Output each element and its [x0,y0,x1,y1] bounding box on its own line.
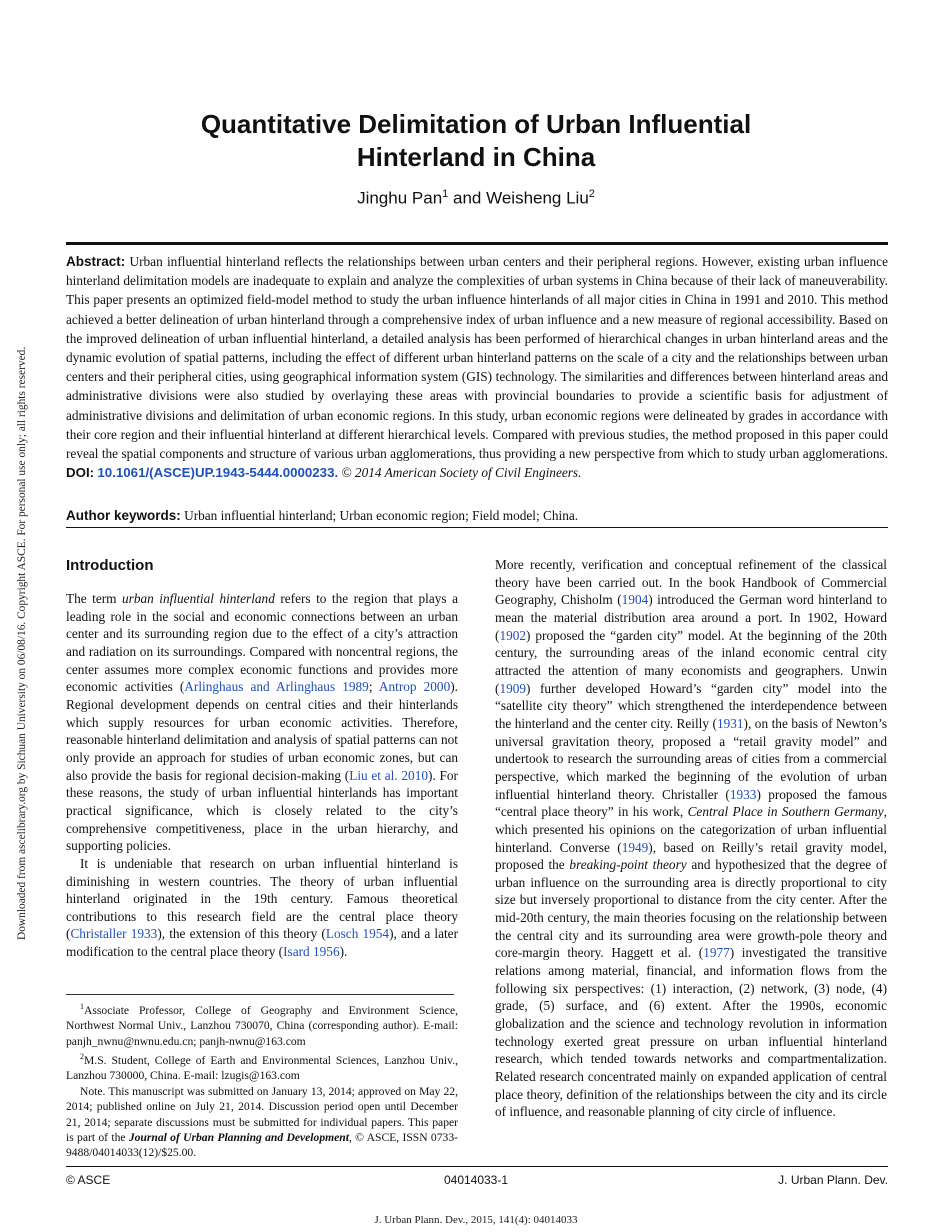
keywords-label: Author keywords: [66,508,181,523]
ref-isard-1956[interactable]: Isard 1956 [283,944,340,960]
ref-converse-1949[interactable]: 1949 [621,839,649,855]
intro-paragraph-3: More recently, verification and conceptual refinement of the classical theory have been carried out. In the book Handbook of Commercial Geography, Chisholm (1904) introduced the German word hinterland to mean the material distribution area around a port. In 1902, Howard (1902) proposed the “garden city” model. At the beginning of the 20th century, the surrounding areas of the inland economic central city attracted the attention of many economists and geographers. Unwin (1909) further developed Howard’s “garden city” model into the “satellite city theory” which strengthened the interdependence between the hinterland and the center city. Reilly (1931), on the basis of Newton’s universal gravitation theory, proposed a “retail gravity model” and undertook to research the surrounding areas of cities from a commercial perspective, which marked the beginning of the evolution of urban influential hinterland theory. Christaller (1933) proposed the famous “central place theory” in his work, Central Place in Southern Germany, which presented his opinions on the categorization of urban influential hinterland. Converse (1949), based on Reilly’s retail gravity model, proposed the breaking-point theory and hypothesized that the degree of urban influence on the surrounding area is directly proportional to city size but inversely proportional to distance from the city center. After the mid-20th century, the main theories focusing on the relationship between the central city and its surrounding area were growth-pole theory and core-margin theory. Haggett et al. (1977) investigated the transitive relations among material, financial, and information flows from the following six perspectives: (1) interaction, (2) network, (3) node, (4) grade, (5) surface, and (6) extent. After the 1990s, economic globalization and the science and technology revolution in information technology exerted great pressure on urban influential hinterland research, which tended towards networks and compartmentalization. Related research concentrated mainly on expanded application of central place theory, definition of the relationships between the city and its circle of influence, and reasonable planning of city circle of influence. [495,557,888,1120]
ref-losch-1954[interactable]: Losch 1954 [325,926,390,942]
ref-arlinghaus-1989[interactable]: Arlinghaus and Arlinghaus 1989 [184,679,369,695]
ref-unwin-1909[interactable]: 1909 [499,680,527,696]
footnote-1: $^1$Associate Professor, College of Geography and Environment Science, Northwest Normal Univ., Lanzhou 730070, China (corresponding author). E-mail: panjh_nwnu@nwnu.edu.cn; panjh-nwnu@163.com [66,1002,458,1048]
footnote-2: $^2$M.S. Student, College of Earth and Environmental Sciences, Lanzhou Univ., Lanzhou 730000, China. E-mail: lzugis@163.com [66,1052,458,1083]
term-breaking-point-theory: breaking-point theory [569,857,687,873]
abstract-top-rule [66,242,888,245]
paper-title [100,108,852,174]
title-line-2: Hinterland in China [356,142,596,172]
author-1: Jinghu Pan [357,188,443,208]
footer-page-id: 04014033-1 [443,1173,509,1187]
ref-antrop-2000[interactable]: Antrop 2000 [378,679,451,695]
citation-line: J. Urban Plann. Dev., 2015, 141(4): 04014033 [374,1214,578,1226]
ref-haggett-1977[interactable]: 1977 [703,945,730,961]
section-heading-introduction: Introduction [66,557,154,574]
ref-christaller-1933[interactable]: Christaller 1933 [70,926,158,942]
author-conjunction: and [448,188,487,208]
download-notice [4,40,28,940]
author-list [100,188,852,209]
ref-reilly-1931[interactable]: 1931 [716,715,744,731]
author-2-affil: 2 [588,188,595,200]
work-title-central-place: Central Place in Southern Germany [687,804,884,820]
title-line-1: Quantitative Delimitation of Urban Influential [200,109,752,139]
abstract [66,252,888,482]
abstract-text: Urban influential hinterland reflects the relationships between urban centers and their peripheral regions. However, existing urban influence hinterland delimitation models are inadequate to explain and analyze the complexities of urban systems in China because of their lack of maneuverability. This paper presents an optimized field-model method to study the urban influence hinterlands of all major cities in China in 1991 and 2010. This method achieved a better delineation of urban hinterland through a comprehensive index of urban influence and a new measure of regional accessibility. Based on the improved delineation of urban influential hinterland, a detailed analysis has been performed of hierarchical changes in urban hinterland areas and the dynamic evolution of spatial patterns, including the effect of different urban hinterland patterns on the scale of a city and the relationships between urban centers and their peripheral cities, using geographical information system (GIS) technology. The similarities and differences between hinterland areas and administrative divisions were also studied by overlaying these areas with provincial boundaries to provide a scientific basis for adjustment of administrative divisions and delimitation of urban economic regions. In this study, urban economic regions were delineated by grades in accordance with their core region and their influential hinterland at different hierarchical levels. Compared with previous studies, the method proposed in this paper could reveal the spatial components and structure of various urban agglomerations, thus providing a new perspective from which to study urban agglomerations. [66,254,888,462]
ref-liu-2010[interactable]: Liu et al. 2010 [349,767,429,783]
intro-paragraph-2: It is undeniable that research on urban influential hinterland is diminishing in western countries. The theory of urban influential hinterland originated in the 19th century. Famous theoretical contributions to this research field are the central place theory (Christaller 1933), the extension of this theory (Losch 1954), and a later modification to the central place theory (Isard 1956). [66,855,459,960]
footnote-rule [66,994,454,995]
doi-link[interactable]: 10.1061/(ASCE)UP.1943-5444.0000233. [97,465,339,481]
doi-label: DOI: [66,465,95,481]
term-urban-influential-hinterland: urban influential hinterland [122,591,275,606]
ref-chisholm-1904[interactable]: 1904 [621,592,649,608]
manuscript-note: Note. This manuscript was submitted on January 13, 2014; approved on May 22, 2014; published online on July 21, 2014. Discussion period open until December 21, 2014; separate discussions must be submitted for individual papers. This paper is part of the Journal of Urban Planning and Development, © ASCE, ISSN 0733-9488/04014033(12)/$25.00. [66,1084,458,1160]
author-1-affil: 1 [442,188,449,200]
author-2: Weisheng Liu [486,188,589,208]
footer-rule [66,1166,888,1167]
intro-paragraph-1: The term urban influential hinterland refers to the region that plays a leading role in the social and economic connections between an urban center and its surrounding region due to the effect of a city’s attraction and radiation on its surroundings. Compared with noncentral regions, the center assumes more complex economic functions and provides more economic activities (Arlinghaus and Arlinghaus 1989; Antrop 2000). Regional development depends on central cities and their hinterlands which supply resources for urban economic activities. Therefore, reasonable hinterland delimitation and analysis of spatial patterns can not only provide an approach for studies of urban economic zones, but can also provide the basis for regional decision-making (Liu et al. 2010). For these reasons, the study of urban influential hinterlands has important practical significance, which is closely related to the city’s comprehensive competitiveness, place in the urban hierarchy, and supporting policies. [66,591,458,854]
author-keywords [66,506,888,525]
abstract-copyright: © 2014 American Society of Civil Engineers. [341,465,582,481]
footer-copyright: © ASCE [66,1173,111,1187]
keywords-text: Urban influential hinterland; Urban economic region; Field model; China. [180,508,579,523]
column-right [495,556,887,1121]
footnotes [66,999,458,1161]
download-notice-text: Downloaded from ascelibrary.org by Sichuan University on 06/08/16. Copyright ASCE. For personal use only; all rights reserved. [16,346,28,940]
journal-name: Journal of Urban Planning and Development [128,1130,349,1144]
ref-howard-1902[interactable]: 1902 [499,627,527,643]
abstract-label: Abstract: [66,254,126,269]
ref-christaller-1933b[interactable]: 1933 [729,786,757,802]
column-left [66,556,458,961]
keywords-bottom-rule [66,527,888,528]
footer-journal: J. Urban Plann. Dev. [778,1173,888,1187]
